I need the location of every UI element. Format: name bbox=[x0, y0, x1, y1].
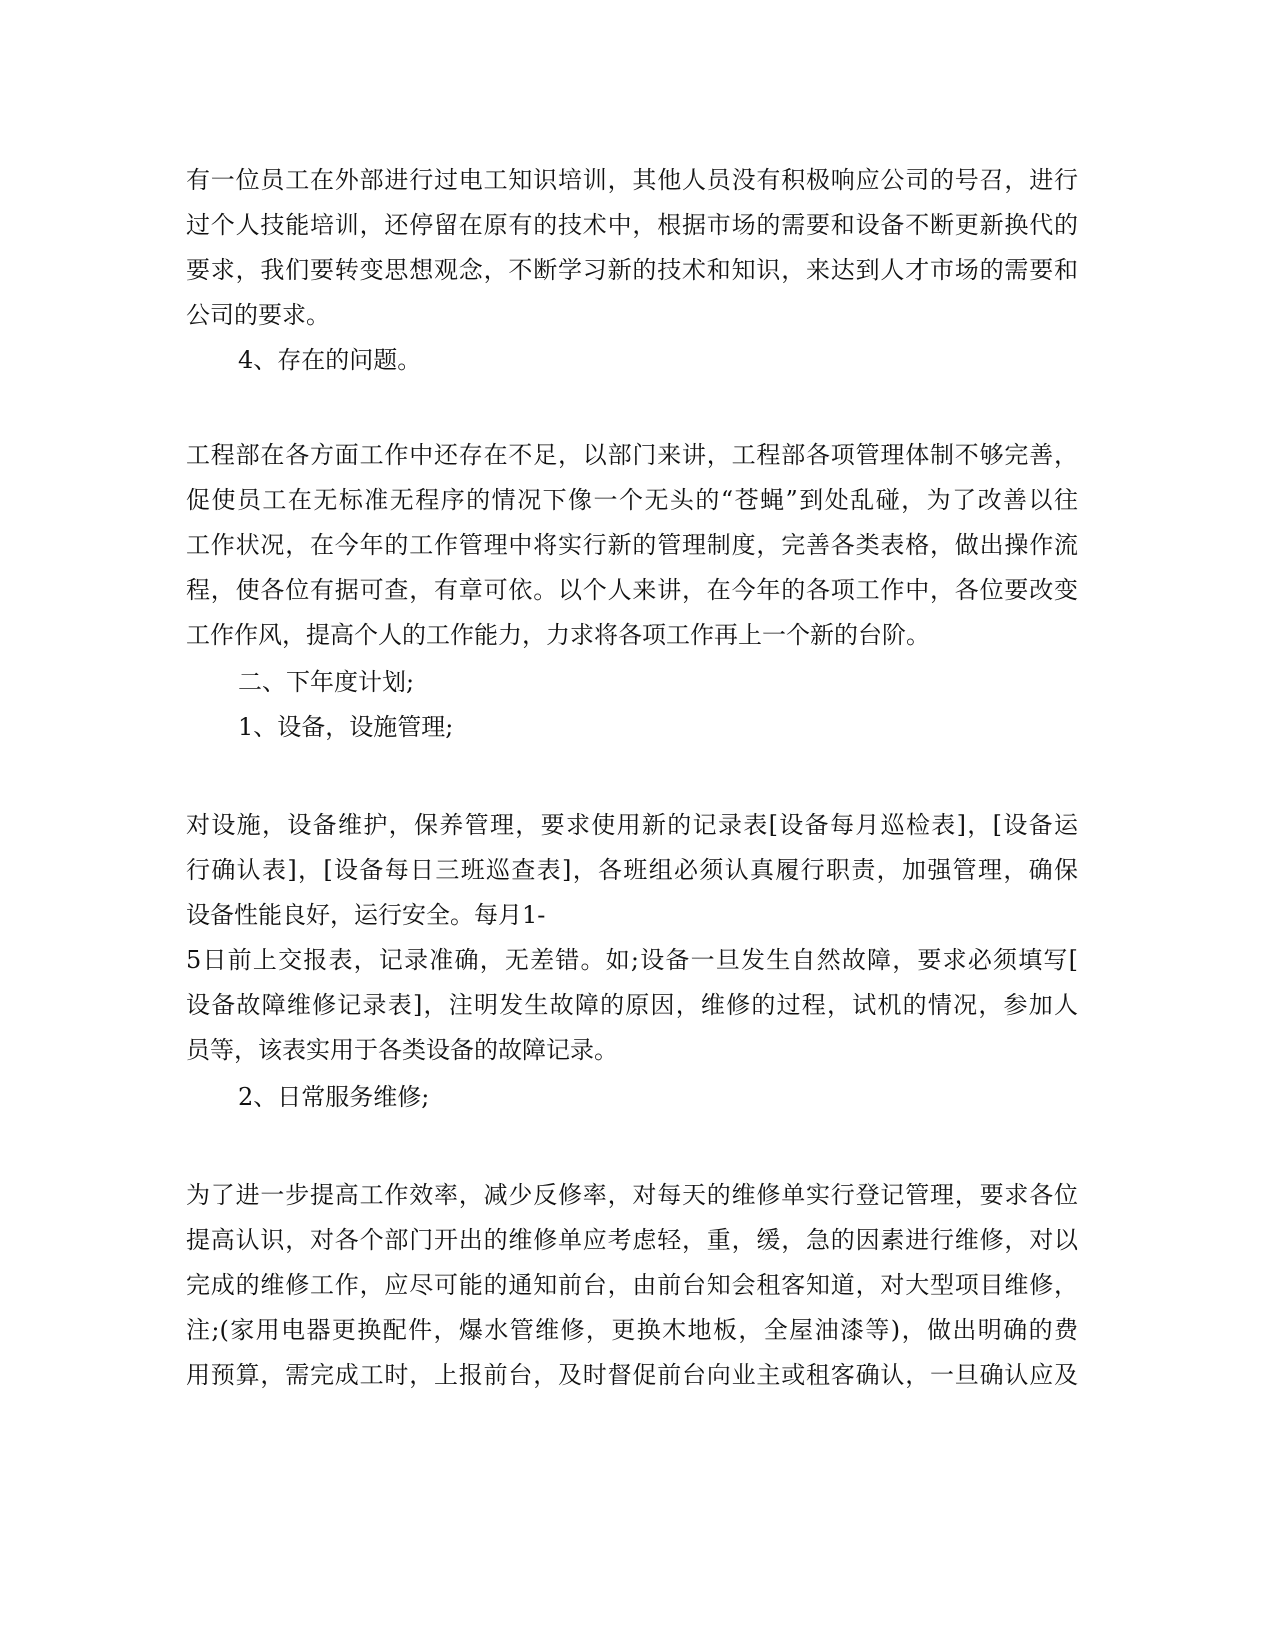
body-text-line: 为了进一步提高工作效率，减少反修率，对每天的维修单实行登记管理，要求各位 bbox=[186, 1181, 1078, 1209]
body-text-line: 对设施，设备维护，保养管理，要求使用新的记录表[设备每月巡检表]，[设备运 bbox=[186, 811, 1078, 839]
body-text-line: 注;(家用电器更换配件，爆水管维修，更换木地板，全屋油漆等)，做出明确的费 bbox=[186, 1316, 1078, 1344]
body-text-line: 提高认识，对各个部门开出的维修单应考虑轻，重，缓，急的因素进行维修，对以 bbox=[186, 1226, 1078, 1254]
body-text-line: 程，使各位有据可查，有章可依。以个人来讲，在今年的各项工作中，各位要改变 bbox=[186, 576, 1078, 604]
body-text-line: 要求，我们要转变思想观念，不断学习新的技术和知识，来达到人才市场的需要和 bbox=[186, 256, 1078, 284]
body-text-line: 员等，该表实用于各类设备的故障记录。 bbox=[186, 1036, 618, 1064]
body-text-line: 用预算，需完成工时，上报前台，及时督促前台向业主或租客确认，一旦确认应及 bbox=[186, 1361, 1078, 1389]
body-text-line: 促使员工在无标准无程序的情况下像一个无头的“苍蝇”到处乱碰，为了改善以往 bbox=[186, 486, 1078, 514]
body-text-line: 完成的维修工作，应尽可能的通知前台，由前台知会租客知道，对大型项目维修， bbox=[186, 1271, 1078, 1299]
section-heading: 2、日常服务维修; bbox=[238, 1083, 430, 1111]
body-text-line: 设备性能良好，运行安全。每月1- bbox=[186, 901, 546, 929]
body-text-line: 工作状况，在今年的工作管理中将实行新的管理制度，完善各类表格，做出操作流 bbox=[186, 531, 1078, 559]
body-text-line: 工程部在各方面工作中还存在不足，以部门来讲，工程部各项管理体制不够完善， bbox=[186, 441, 1078, 469]
section-heading: 1、设备，设施管理; bbox=[238, 713, 454, 741]
body-text-line: 工作作风，提高个人的工作能力，力求将各项工作再上一个新的台阶。 bbox=[186, 621, 930, 649]
section-heading: 二、下年度计划; bbox=[238, 668, 415, 696]
body-text-line: 设备故障维修记录表]，注明发生故障的原因，维修的过程，试机的情况，参加人 bbox=[186, 991, 1078, 1019]
body-text-line: 行确认表]，[设备每日三班巡查表]，各班组必须认真履行职责，加强管理，确保 bbox=[186, 856, 1078, 884]
body-text-line: 有一位员工在外部进行过电工知识培训，其他人员没有积极响应公司的号召，进行 bbox=[186, 166, 1078, 194]
body-text-line: 过个人技能培训，还停留在原有的技术中，根据市场的需要和设备不断更新换代的 bbox=[186, 211, 1078, 239]
body-text-line: 公司的要求。 bbox=[186, 301, 330, 329]
body-text-line: 5日前上交报表，记录准确，无差错。如;设备一旦发生自然故障，要求必须填写[ bbox=[186, 946, 1078, 974]
section-heading: 4、存在的问题。 bbox=[238, 346, 422, 374]
